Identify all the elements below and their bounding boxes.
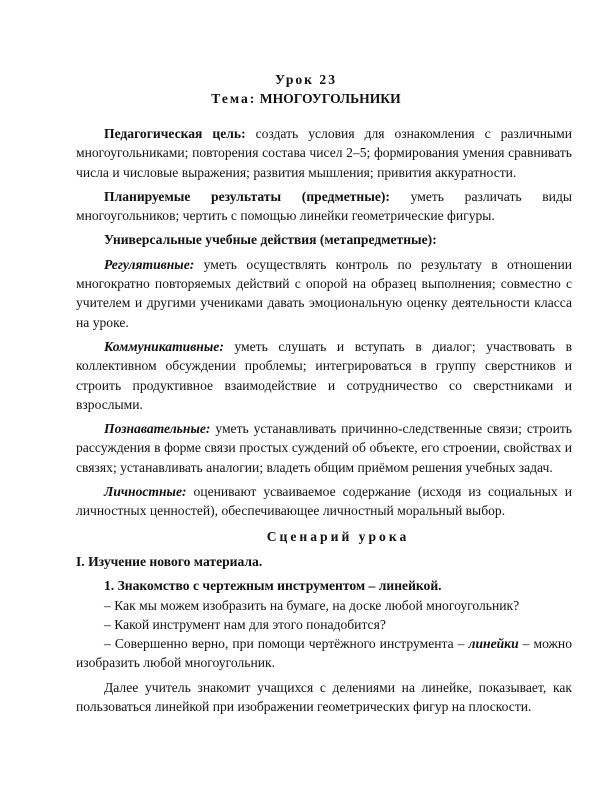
goal-text: создать условия для ознакомления с различными многоугольниками; повторения состава чисел 2–5; формирования умения сравнивать числа и числовые выражения; развития мышления; привития аккуратности.: [76, 126, 572, 180]
planned-label: Планируемые результаты (предметные):: [104, 188, 390, 204]
communicative-text: уметь слушать и вступать в диалог; участвовать в коллективном обсуждении проблемы; интегрироваться в группу сверстников и строить продуктивное взаимодействие и сотрудничество со сверстниками и взрослыми.: [76, 338, 572, 412]
lesson-theme: [0, 89, 612, 108]
document-body: [76, 124, 572, 721]
scenario-heading: Сценарий урока: [266, 528, 410, 544]
question-2: – Какой инструмент нам для этого понадобится?: [104, 616, 386, 632]
regulatory-text: уметь осуществлять контроль по результату в отношении многократно повторяемых действий с опорой на образец выполнения; совместно с учителем и другими учениками давать эмоциональную оценку деятельности класса на уроке.: [76, 256, 572, 330]
regulatory-paragraph: [76, 255, 572, 332]
question-1: – Как мы можем изобразить на бумаге, на доске любой многоугольник?: [104, 597, 520, 613]
planned-text: уметь различать виды многоугольников; чертить с помощью линейки геометрические фигуры.: [76, 188, 572, 224]
theme-label: Тема:: [211, 91, 257, 106]
cognitive-text: уметь устанавливать причинно-следственные связи; строить рассуждения в форме связи простых суждений об объекте, его строении, свойствах и связях; устанавливать аналогии; владеть общим приёмом решения учебных задач.: [76, 421, 572, 475]
communicative-paragraph: [76, 337, 572, 414]
goal-paragraph: [76, 124, 572, 182]
final-paragraph: Далее учитель знакомит учащихся с делениями на линейке, показывает, как пользоваться линейкой при изображении геометрических фигур на плоскости.: [76, 679, 572, 715]
theme-value: МНОГОУГОЛЬНИКИ: [259, 91, 401, 106]
planned-results-paragraph: [76, 187, 572, 226]
uud-heading: Универсальные учебные действия (метапредметные):: [104, 232, 437, 248]
answer-emphasis: линейки: [468, 636, 519, 652]
goal-label: Педагогическая цель:: [104, 126, 246, 141]
answer-paragraph: [76, 634, 572, 673]
cognitive-label: Познавательные:: [104, 421, 211, 437]
section-heading: I. Изучение нового материала.: [76, 553, 263, 569]
subsection-heading: 1. Знакомство с чертежным инструментом – линейкой.: [104, 578, 442, 594]
answer-after: – можно изобразить любой многоугольник.: [76, 636, 572, 671]
regulatory-label: Регулятивные:: [104, 256, 195, 272]
answer-before: – Совершенно верно, при помощи чертёжного инструмента –: [104, 636, 469, 652]
communicative-label: Коммуникативные:: [104, 338, 224, 354]
personal-text: оценивают усваиваемое содержание (исходя из социальных и личностных ценностей), обеспечивающее личностный моральный выбор.: [76, 484, 572, 519]
cognitive-paragraph: [76, 419, 572, 477]
lesson-title: Урок 23: [274, 72, 338, 87]
personal-label: Личностные:: [104, 484, 187, 500]
personal-paragraph: [76, 482, 572, 521]
